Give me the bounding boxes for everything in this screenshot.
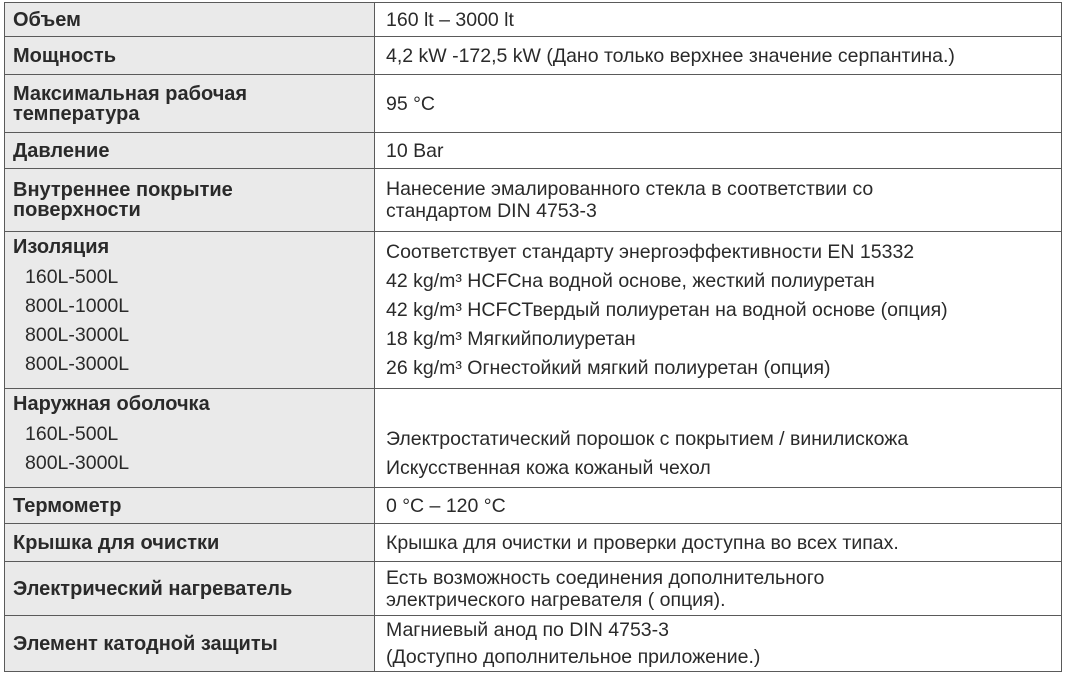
row-label: [5, 232, 375, 389]
row-value: [375, 616, 1062, 672]
row-label-line: поверхности: [13, 199, 141, 221]
table-row: [5, 488, 1062, 524]
row-value-line: Искусственная кожа кожаный чехол: [386, 457, 711, 479]
row-value-line: стандартом DIN 4753-3: [386, 200, 597, 222]
row-value-line: электрического нагревателя ( опция).: [386, 588, 726, 611]
row-value: Крышка для очистки и проверки доступна во всех типах.: [375, 524, 1062, 562]
row-value-line: 42 kg/m³ HCFCТвердый полиуретан на водной основе (опция): [386, 298, 948, 321]
row-value: [375, 389, 1062, 488]
row-label: Элемент катодной защиты: [5, 616, 375, 672]
row-sub-item: 800L-1000L: [25, 295, 130, 317]
table-row: [5, 133, 1062, 169]
table-row: [5, 37, 1062, 75]
row-value: 95 °C: [375, 75, 1062, 133]
row-label: [5, 169, 375, 232]
row-label: Мощность: [5, 37, 375, 75]
row-sub-item: 160L-500L: [25, 423, 119, 445]
row-value: [375, 562, 1062, 616]
table-row: [5, 389, 1062, 488]
row-sub-item: 800L-3000L: [25, 452, 130, 474]
row-value-line: (Доступно дополнительное приложение.): [386, 645, 761, 668]
row-value-line: Магниевый анод по DIN 4753-3: [386, 618, 669, 641]
table-row: [5, 232, 1062, 389]
row-value-line: 42 kg/m³ HCFCна водной основе, жесткий полиуретан: [386, 269, 875, 292]
table-row: [5, 524, 1062, 562]
row-label-line: температура: [13, 102, 140, 125]
row-value-line: 26 kg/m³ Огнестойкий мягкий полиуретан (опция): [386, 356, 831, 379]
table-row: [5, 75, 1062, 133]
row-label: Объем: [5, 3, 375, 37]
row-value-line: Соответствует стандарту энергоэффективности EN 15332: [386, 240, 915, 263]
row-sub-item: 800L-3000L: [25, 324, 130, 346]
row-sub-item: 800L-3000L: [25, 353, 130, 375]
table-row: [5, 562, 1062, 616]
row-value-line: Электростатический порошок с покрытием / винилискожа: [386, 428, 909, 450]
table-row: [5, 3, 1062, 37]
row-label: Электрический нагреватель: [5, 562, 375, 616]
spec-table: [4, 2, 1062, 672]
row-value: 0 °C – 120 °C: [375, 488, 1062, 524]
row-label: Термометр: [5, 488, 375, 524]
table-row: [5, 616, 1062, 672]
row-sub-item: 160L-500L: [25, 266, 119, 288]
row-label: Крышка для очистки: [5, 524, 375, 562]
table-row: [5, 169, 1062, 232]
row-label: Давление: [5, 133, 375, 169]
row-label: [5, 75, 375, 133]
row-label-line: Внутреннее покрытие: [13, 179, 233, 201]
row-value: 160 lt – 3000 lt: [375, 3, 1062, 37]
row-label: [5, 389, 375, 488]
row-value-line: Нанесение эмалированного стекла в соответствии со: [386, 178, 874, 200]
row-value: [375, 232, 1062, 389]
row-value: 10 Bar: [375, 133, 1062, 169]
row-label-line: Изоляция: [13, 236, 110, 258]
row-value-line: Есть возможность соединения дополнительного: [386, 566, 825, 589]
row-label-line: Наружная оболочка: [13, 393, 210, 415]
row-value: [375, 169, 1062, 232]
row-value-line: 18 kg/m³ Мягкийполиуретан: [386, 327, 636, 350]
row-label-line: Максимальная рабочая: [13, 82, 248, 105]
row-value: 4,2 kW -172,5 kW (Дано только верхнее значение серпантина.): [375, 37, 1062, 75]
